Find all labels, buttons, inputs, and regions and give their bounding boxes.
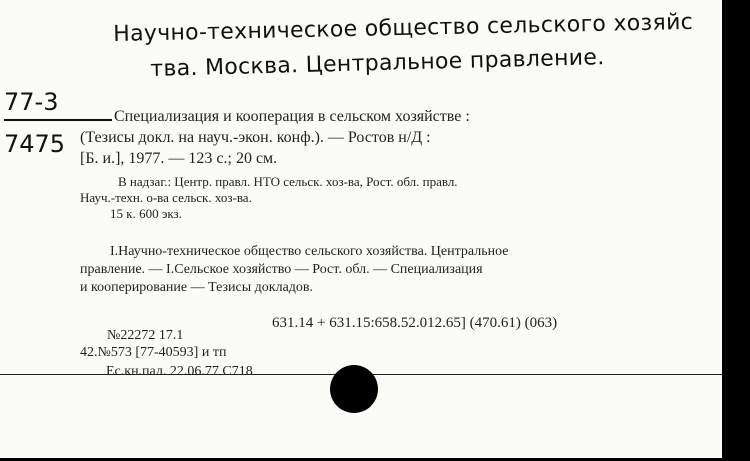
tracing-line2: правление. — I.Сельское хозяйство — Рост. обл. — Специализация [80, 262, 483, 277]
classification: 631.14 + 631.15:658.52.012.65] (470.61) (063) [272, 315, 558, 331]
tracing-line3: и кооперирование — Тезисы докладов. [80, 280, 314, 295]
handwritten-number: 7475 [4, 130, 66, 158]
tracing-line1: I.Научно-техническое общество сельского хозяйства. Центральное [110, 244, 509, 259]
title-line3: [Б. и.], 1977. — 123 с.; 20 см. [80, 150, 278, 167]
footer-stamp: Ес.кн.пал. 22.06.77 С718 [106, 364, 253, 379]
note-line2: Науч.-техн. о-ва сельск. хоз-ва. [80, 190, 252, 205]
order-number: 42.№573 [77-40593] и тп [80, 345, 227, 360]
handwritten-code: 77-3 [4, 88, 59, 116]
price: 15 к. 600 экз. [110, 206, 182, 221]
title-line1: Специализация и кооперация в сельском хозяйстве : [114, 108, 470, 125]
handwritten-heading-line1: Научно-техническое общество сельского хозяйс [113, 9, 694, 47]
handwritten-heading-line2: тва. Москва. Центральное правление. [150, 45, 605, 82]
note-line1: В надзаг.: Центр. правл. НТО сельск. хоз-ва, Рост. обл. правл. [118, 174, 458, 189]
record-number: №22272 17.1 [107, 328, 184, 343]
punch-hole [330, 365, 378, 413]
title-line2: (Тезисы докл. на науч.-экон. конф.). — Ростов н/Д : [80, 129, 431, 146]
underline-mark [4, 119, 112, 121]
